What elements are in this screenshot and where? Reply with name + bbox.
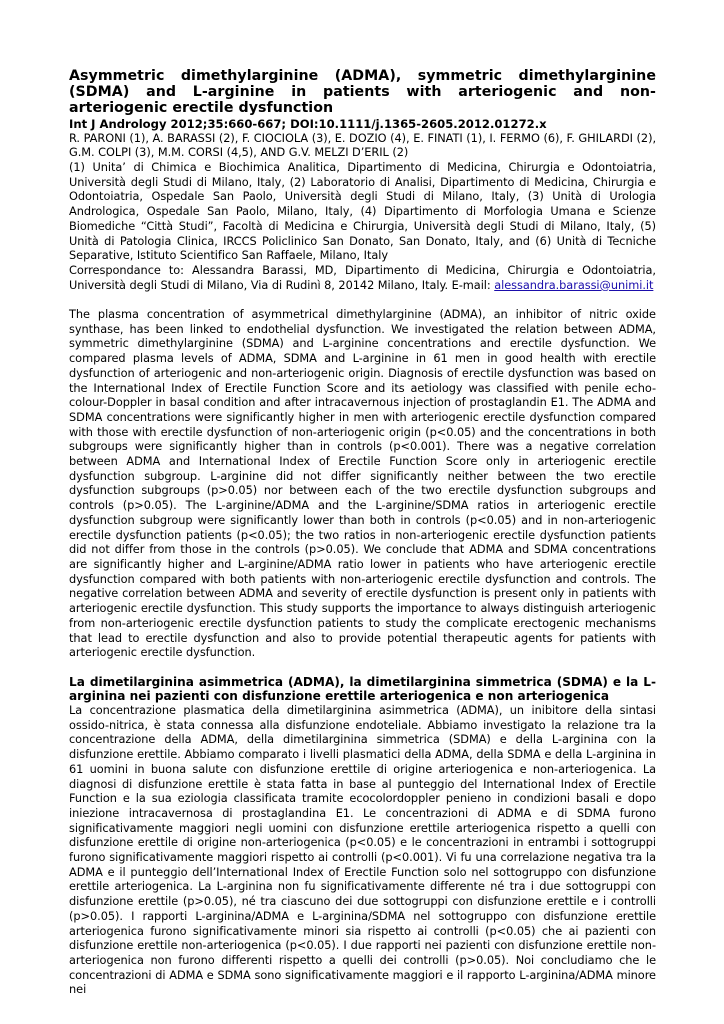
correspondence-text: Correspondance to: Alessandra Barassi, MD, Dipartimento di Medicina, Chirurgia e Odontoiatria, Università degli Studi di Milano, Via di Rudinì 8, 20142 Milano, Italy. E-mail: bbox=[69, 262, 656, 292]
article-title: Asymmetric dimethylarginine (ADMA), symmetric dimethylarginine (SDMA) and L-arginine in patients with arteriogenic and non-arteriogenic erectile dysfunction bbox=[69, 68, 656, 117]
abstract-english: The plasma concentration of asymmetrical dimethylarginine (ADMA), an inhibitor of nitric oxide synthase, has been linked to endothelial dysfunction. We investigated the relation between ADMA, symmetric dimethylarginine (SDMA) and L-arginine concentrations and erectile dysfunction. We compared plasma levels of ADMA, SDMA and L-arginine in 61 men in good health with erectile dysfunction of arteriogenic and non-arteriogenic origin. Diagnosis of erectile dysfunction was based on the International Index of Erectile Function Score and its aetiology was classified with penile echo-colour-Doppler in basal condition and after intracavernous injection of prostaglandin E1. The ADMA and SDMA concentrations were significantly higher in men with arteriogenic erectile dysfunction compared with those with erectile dysfunction of non-arteriogenic origin (p<0.05) and the concentrations in both subgroups were significantly higher than in controls (p<0.001). There was a negative correlation between ADMA and International Index of Erectile Function Score only in arteriogenic erectile dysfunction subgroup. L-arginine did not differ significantly neither between the two erectile dysfunction subgroups (p>0.05) nor between each of the two erectile dysfunction subgroups and controls (p>0.05). The L-arginine/ADMA and the L-arginine/SDMA ratios in arteriogenic erectile dysfunction subgroup were significantly lower than both in controls (p<0.05) and in non-arteriogenic erectile dysfunction patients (p<0.05); the two ratios in non-arteriogenic erectile dysfunction patients did not differ from those in the controls (p>0.05). We conclude that ADMA and SDMA concentrations are significantly higher and L-arginine/ADMA ratio lower in patients who have arteriogenic erectile dysfunction compared with both patients with non-arteriogenic erectile dysfunction and controls. The negative correlation between ADMA and severity of erectile dysfunction is present only in patients with arteriogenic erectile dysfunction. This study supports the importance to always distinguish arteriogenic from non-arteriogenic erectile dysfunction patients to study the complicate erectogenic mechanisms that lead to erectile dysfunction and also to provide potential therapeutic agents for patients with arteriogenic erectile dysfunction. bbox=[69, 307, 656, 660]
spacer bbox=[69, 292, 656, 307]
abstract-italian: La concentrazione plasmatica della dimetilarginina asimmetrica (ADMA), un inibitore della sintasi ossido-nitrica, è stata connessa alla disfunzione endoteliale. Abbiamo investigato la relazione tra la concentrazione della ADMA, della dimetilarginina simmetrica (SDMA) e della L-arginina con la disfunzione erettile. Abbiamo comparato i livelli plasmatici della ADMA, della SDMA e della L-arginina in 61 uomini in buona salute con disfunzione erettile di origine arteriogenica e non-arteriogenica. La diagnosi di disfunzione erettile è stata fatta in base al punteggio del International Index of Erectile Function e la sua eziologia classificata tramite ecocolordoppler penieno in condizioni basali e dopo iniezione intracavernosa di prostaglandina E1. Le concentrazioni di ADMA e di SDMA furono significativamente maggiori negli uomini con disfunzione erettile arteriogenica rispetto a quelli con disfunzione erettile di origine non-arteriogenica (p<0.05) e le concentrazioni in entrambi i sottogruppi furono significativamente maggiori rispetto ai controlli (p<0.001). Vi fu una correlazione negativa tra la ADMA e il punteggio dell’International Index of Erectile Function solo nel sottogruppo con disfunzione erettile arteriogenica. La L-arginina non fu significativamente differente né tra i due sottogruppi con disfunzione erettile (p>0.05), né tra ciascuno dei due sottogruppi con disfunzione erettile e i controlli (p>0.05). I rapporti L-arginina/ADMA e L-arginina/SDMA nel sottogruppo con disfunzione erettile arteriogenica furono significativamente minori sia rispetto ai controlli (p<0.05) che ai pazienti con disfunzione erettile non-arteriogenica (p<0.05). I due rapporti nei pazienti con disfunzione erettile non-arteriogenica non furono differenti rispetto a quelli dei controlli (p>0.05). Noi concludiamo che le concentrazioni di ADMA e SDMA sono significativamente maggiori e il rapporto L-arginina/ADMA minore nei bbox=[69, 703, 656, 997]
italian-title: La dimetilarginina asimmetrica (ADMA), la dimetilarginina simmetrica (SDMA) e la L-arginina nei pazienti con disfunzione erettile arteriogenica e non arteriogenica bbox=[69, 674, 656, 703]
journal-citation: Int J Andrology 2012;35:660-667; DOI:10.1111/j.1365-2605.2012.01272.x bbox=[69, 116, 547, 131]
correspondence bbox=[69, 263, 656, 292]
affiliations: (1) Unita’ di Chimica e Biochimica Analitica, Dipartimento di Medicina, Chirurgia e Odontoiatria, Università degli Studi di Milano, Italy, (2) Laboratorio di Analisi, Dipartimento di Medicina, Chirurgia e Odontoiatria, Ospedale San Paolo, Università degli Studi di Milano, Italy, (3) Unità di Urologia Andrologica, Ospedale San Paolo, Milano, Italy, (4) Dipartimento di Morfologia Umana e Scienze Biomediche “Città Studi”, Facoltà di Medicina e Chirurgia, Università degli Studi di Milano, Italy, (5) Unità di Patologia Clinica, IRCCS Policlinico San Donato, San Donato, Italy, and (6) Unità di Tecniche Separative, Istituto Scientifico San Raffaele, Milano, Italy bbox=[69, 160, 656, 263]
email-link[interactable]: alessandra.barassi@unimi.it bbox=[494, 277, 654, 292]
author-list: R. PARONI (1), A. BARASSI (2), F. CIOCIOLA (3), E. DOZIO (4), E. FINATI (1), I. FERMO (6), F. GHILARDI (2), G.M. COLPI (3), M.M. CORSI (4,5), AND G.V. MELZI D’ERIL (2) bbox=[69, 130, 656, 160]
spacer bbox=[69, 660, 656, 675]
